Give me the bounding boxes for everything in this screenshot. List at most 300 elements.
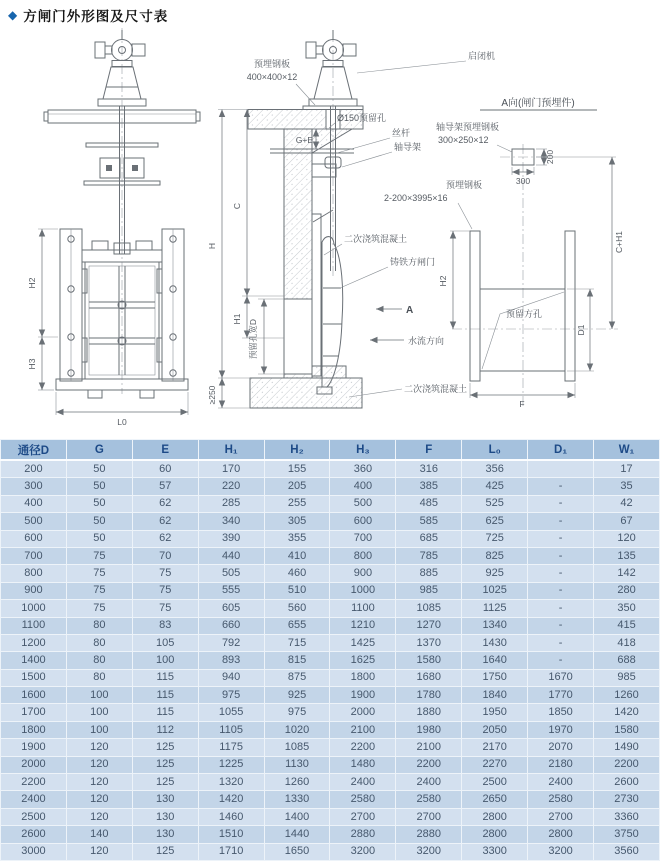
table-cell: 305 — [264, 513, 330, 530]
water-flow-label: 水流方向 — [408, 336, 445, 346]
reserved-square-hole-label: 预留方孔 — [506, 309, 543, 319]
table-cell: 1800 — [330, 669, 396, 686]
page-title — [0, 0, 660, 26]
table-cell: 350 — [594, 600, 660, 617]
column-header: H₁ — [198, 440, 264, 461]
table-cell: 130 — [132, 826, 198, 843]
table-cell: 985 — [396, 582, 462, 599]
table-cell: 1130 — [264, 756, 330, 773]
table-cell: 115 — [132, 669, 198, 686]
table-row — [1, 826, 660, 843]
table-row — [1, 565, 660, 582]
table-cell: 792 — [198, 634, 264, 651]
table-row — [1, 704, 660, 721]
table-cell: 2100 — [396, 739, 462, 756]
table-cell: 900 — [330, 565, 396, 582]
table-cell: 2050 — [462, 721, 528, 738]
table-cell: 75 — [132, 600, 198, 617]
table-cell: 660 — [198, 617, 264, 634]
table-cell: 1175 — [198, 739, 264, 756]
column-header: H₂ — [264, 440, 330, 461]
table-cell: 2700 — [330, 808, 396, 825]
table-cell: 2200 — [1, 774, 67, 791]
table-cell: 60 — [132, 460, 198, 478]
table-cell: 2880 — [396, 826, 462, 843]
a-view-h2-label: H2 — [438, 275, 448, 287]
table-cell: 316 — [396, 460, 462, 478]
table-cell: 62 — [132, 495, 198, 512]
section-h1-label: H1 — [232, 313, 242, 325]
table-cell: 600 — [330, 513, 396, 530]
table-cell: 2100 — [330, 721, 396, 738]
table-cell: 125 — [132, 756, 198, 773]
table-cell: 17 — [594, 460, 660, 478]
table-cell: 1200 — [1, 634, 67, 651]
table-cell: 785 — [396, 547, 462, 564]
table-cell: - — [528, 634, 594, 651]
table-cell: 2580 — [330, 791, 396, 808]
table-cell: 460 — [264, 565, 330, 582]
table-cell: 685 — [396, 530, 462, 547]
table-cell: 205 — [264, 478, 330, 495]
table-cell: 142 — [594, 565, 660, 582]
table-cell: 390 — [198, 530, 264, 547]
table-cell: 2000 — [330, 704, 396, 721]
table-cell: 105 — [132, 634, 198, 651]
table-cell: 120 — [66, 756, 132, 773]
screw-rod-label: 丝杆 — [392, 128, 411, 138]
table-cell: - — [528, 565, 594, 582]
page-title-text: 方闸门外形图及尺寸表 — [23, 9, 169, 24]
table-cell: 1025 — [462, 582, 528, 599]
table-cell: 425 — [462, 478, 528, 495]
table-cell: 2580 — [396, 791, 462, 808]
cast-iron-gate-label: 铸铁方闸门 — [390, 257, 436, 267]
table-cell: 3360 — [594, 808, 660, 825]
table-cell: 1490 — [594, 739, 660, 756]
table-cell: 1420 — [594, 704, 660, 721]
table-cell: 975 — [198, 687, 264, 704]
table-cell: 75 — [66, 565, 132, 582]
table-cell: 130 — [132, 791, 198, 808]
table-cell: 1105 — [198, 721, 264, 738]
section-hole-width-label: 预留孔宽D — [248, 318, 258, 360]
table-cell: 2200 — [330, 739, 396, 756]
table-cell: 140 — [66, 826, 132, 843]
a-view-200-label: 200 — [545, 149, 555, 165]
table-cell: 2730 — [594, 791, 660, 808]
table-cell: 3560 — [594, 843, 660, 860]
column-header: D₁ — [528, 440, 594, 461]
table-cell: 3750 — [594, 826, 660, 843]
table-cell: 1260 — [594, 687, 660, 704]
table-cell: 1880 — [396, 704, 462, 721]
section-h-label: H — [207, 242, 217, 250]
table-cell: - — [528, 513, 594, 530]
table-cell: 1320 — [198, 774, 264, 791]
table-row — [1, 739, 660, 756]
table-cell: 2180 — [528, 756, 594, 773]
table-cell: 1970 — [528, 721, 594, 738]
table-cell: 120 — [66, 843, 132, 860]
table-cell: 2580 — [528, 791, 594, 808]
table-row — [1, 634, 660, 651]
table-cell: 120 — [594, 530, 660, 547]
table-cell: 1000 — [1, 600, 67, 617]
table-row — [1, 460, 660, 478]
table-cell: 75 — [132, 565, 198, 582]
table-cell: 75 — [66, 582, 132, 599]
table-cell: 35 — [594, 478, 660, 495]
table-cell: 1980 — [396, 721, 462, 738]
table-cell: 1430 — [462, 634, 528, 651]
table-cell: 1020 — [264, 721, 330, 738]
table-cell: 115 — [132, 704, 198, 721]
table-cell: 80 — [66, 617, 132, 634]
table-cell: 1055 — [198, 704, 264, 721]
table-row — [1, 774, 660, 791]
table-row — [1, 600, 660, 617]
table-cell: 725 — [462, 530, 528, 547]
table-cell: 525 — [462, 495, 528, 512]
table-cell: 115 — [132, 687, 198, 704]
table-cell: 2800 — [528, 826, 594, 843]
table-cell: 625 — [462, 513, 528, 530]
table-cell: 893 — [198, 652, 264, 669]
column-header: G — [66, 440, 132, 461]
table-cell: 715 — [264, 634, 330, 651]
table-cell: 940 — [198, 669, 264, 686]
table-cell: 67 — [594, 513, 660, 530]
table-cell: 2000 — [1, 756, 67, 773]
table-cell: 80 — [66, 634, 132, 651]
table-cell: 2170 — [462, 739, 528, 756]
table-cell: 1750 — [462, 669, 528, 686]
table-cell: 80 — [66, 669, 132, 686]
table-cell: 1100 — [1, 617, 67, 634]
table-cell: 1370 — [396, 634, 462, 651]
table-cell: 1710 — [198, 843, 264, 860]
table-cell: 410 — [264, 547, 330, 564]
table-cell: - — [528, 495, 594, 512]
table-cell: 505 — [198, 565, 264, 582]
table-cell: 120 — [66, 808, 132, 825]
table-cell: 1210 — [330, 617, 396, 634]
table-cell: 1085 — [396, 600, 462, 617]
table-cell: 2070 — [528, 739, 594, 756]
section-concrete — [248, 110, 363, 409]
front-h2-label: H2 — [27, 277, 37, 289]
table-cell: 255 — [264, 495, 330, 512]
table-row — [1, 478, 660, 495]
table-cell: - — [528, 530, 594, 547]
table-cell: 3300 — [462, 843, 528, 860]
table-cell: 83 — [132, 617, 198, 634]
table-cell: 925 — [264, 687, 330, 704]
table-cell: 2800 — [462, 826, 528, 843]
a-view-300-label: 300 — [515, 176, 531, 186]
table-cell: 50 — [66, 478, 132, 495]
table-row — [1, 513, 660, 530]
table-row — [1, 547, 660, 564]
table-cell: 1670 — [528, 669, 594, 686]
table-cell: 1625 — [330, 652, 396, 669]
table-cell: 500 — [330, 495, 396, 512]
table-cell: 1600 — [1, 687, 67, 704]
secondary-concrete-top-label: 二次浇筑混凝土 — [344, 234, 408, 244]
table-row — [1, 530, 660, 547]
table-cell: 700 — [1, 547, 67, 564]
table-cell: 1400 — [1, 652, 67, 669]
table-cell: 3200 — [528, 843, 594, 860]
table-cell: 356 — [462, 460, 528, 478]
shaft-guide-label: 轴导架 — [394, 142, 422, 152]
table-cell: 75 — [66, 547, 132, 564]
table-cell: 1420 — [198, 791, 264, 808]
table-cell: - — [528, 582, 594, 599]
table-cell: 1425 — [330, 634, 396, 651]
table-cell: 285 — [198, 495, 264, 512]
reserved-hole-label: Ø150预留孔 — [337, 113, 387, 123]
table-cell: 605 — [198, 600, 264, 617]
table-cell: 1950 — [462, 704, 528, 721]
section-dimensions — [207, 110, 284, 409]
table-cell: 875 — [264, 669, 330, 686]
table-cell: 1580 — [594, 721, 660, 738]
table-cell: 1000 — [330, 582, 396, 599]
table-cell: 1680 — [396, 669, 462, 686]
table-cell: 1770 — [528, 687, 594, 704]
table-cell: 885 — [396, 565, 462, 582]
front-view — [27, 28, 200, 427]
table-row — [1, 756, 660, 773]
table-cell: 1500 — [1, 669, 67, 686]
table-cell: 700 — [330, 530, 396, 547]
drawing-area — [0, 26, 660, 438]
table-cell: 985 — [594, 669, 660, 686]
table-cell: 1260 — [264, 774, 330, 791]
table-cell: 125 — [132, 843, 198, 860]
guide-plate-size-label: 300×250×12 — [438, 135, 489, 145]
ge-dim-label: G+E — [295, 135, 313, 145]
table-cell: 57 — [132, 478, 198, 495]
table-cell: 1460 — [198, 808, 264, 825]
table-cell: 50 — [66, 513, 132, 530]
table-cell: 1900 — [1, 739, 67, 756]
table-row — [1, 652, 660, 669]
table-cell: 2600 — [1, 826, 67, 843]
table-row — [1, 582, 660, 599]
table-cell: 112 — [132, 721, 198, 738]
table-cell: 1125 — [462, 600, 528, 617]
a-view-ch1-label: C+H1 — [614, 231, 624, 253]
table-cell: 800 — [330, 547, 396, 564]
table-cell: - — [528, 617, 594, 634]
table-cell: 1270 — [396, 617, 462, 634]
a-view-square-hole — [480, 289, 565, 371]
table-cell: 2400 — [528, 774, 594, 791]
table-cell: 2700 — [396, 808, 462, 825]
table-cell: 75 — [132, 582, 198, 599]
table-cell: 510 — [264, 582, 330, 599]
guide-plate-label: 轴导架预埋钢板 — [436, 122, 500, 132]
table-cell: 1480 — [330, 756, 396, 773]
table-cell: 2500 — [462, 774, 528, 791]
section-c-label: C — [232, 202, 242, 210]
table-cell: 100 — [132, 652, 198, 669]
table-cell — [528, 460, 594, 478]
front-h3-label: H3 — [27, 358, 37, 370]
table-cell: 800 — [1, 565, 67, 582]
table-cell: 1510 — [198, 826, 264, 843]
dimension-table-head-row — [1, 440, 660, 461]
table-cell: 360 — [330, 460, 396, 478]
table-cell: 1650 — [264, 843, 330, 860]
front-l0-label: L0 — [117, 417, 127, 427]
table-cell: 1440 — [264, 826, 330, 843]
table-cell: 340 — [198, 513, 264, 530]
table-cell: 42 — [594, 495, 660, 512]
table-cell: 400 — [330, 478, 396, 495]
dimension-table — [0, 439, 660, 861]
table-cell: 125 — [132, 739, 198, 756]
table-row — [1, 495, 660, 512]
column-header: L₀ — [462, 440, 528, 461]
a-view-plate-label: 预埋钢板 — [446, 180, 483, 190]
column-header: H₃ — [330, 440, 396, 461]
table-cell: 655 — [264, 617, 330, 634]
table-cell: 3000 — [1, 843, 67, 860]
table-cell: 135 — [594, 547, 660, 564]
table-cell: 600 — [1, 530, 67, 547]
table-cell: 2650 — [462, 791, 528, 808]
table-row — [1, 791, 660, 808]
table-cell: 170 — [198, 460, 264, 478]
table-cell: 2700 — [528, 808, 594, 825]
table-cell: 1330 — [264, 791, 330, 808]
section-min250-label: ≥250 — [207, 385, 217, 405]
table-cell: 62 — [132, 530, 198, 547]
column-header: F — [396, 440, 462, 461]
section-view — [207, 30, 495, 408]
table-cell: 125 — [132, 774, 198, 791]
gate-valve-drawing — [0, 26, 660, 438]
table-cell: - — [528, 652, 594, 669]
table-cell: 925 — [462, 565, 528, 582]
front-view-hoist — [95, 30, 146, 106]
table-cell: 415 — [594, 617, 660, 634]
table-cell: 300 — [1, 478, 67, 495]
table-row — [1, 687, 660, 704]
table-cell: 155 — [264, 460, 330, 478]
table-cell: 2500 — [1, 808, 67, 825]
table-cell: 1225 — [198, 756, 264, 773]
table-cell: 418 — [594, 634, 660, 651]
table-cell: 1100 — [330, 600, 396, 617]
table-cell: 585 — [396, 513, 462, 530]
table-cell: 2400 — [396, 774, 462, 791]
table-cell: 2800 — [462, 808, 528, 825]
table-cell: 280 — [594, 582, 660, 599]
front-view-dimensions — [27, 229, 188, 427]
table-cell: 1900 — [330, 687, 396, 704]
table-cell: 900 — [1, 582, 67, 599]
a-view-title: A向(闸门预埋件) — [501, 98, 575, 109]
table-cell: 50 — [66, 530, 132, 547]
table-cell: 100 — [66, 704, 132, 721]
table-cell: 1580 — [396, 652, 462, 669]
table-cell: 975 — [264, 704, 330, 721]
table-cell: 2270 — [462, 756, 528, 773]
table-cell: 50 — [66, 460, 132, 478]
table-cell: 825 — [462, 547, 528, 564]
table-row — [1, 808, 660, 825]
table-cell: 75 — [66, 600, 132, 617]
table-cell: 1800 — [1, 721, 67, 738]
table-cell: 555 — [198, 582, 264, 599]
a-view-plate-size-label: 2-200×3995×16 — [384, 193, 448, 203]
table-cell: 355 — [264, 530, 330, 547]
table-cell: - — [528, 600, 594, 617]
table-cell: 2200 — [396, 756, 462, 773]
table-cell: 3200 — [330, 843, 396, 860]
table-cell: 560 — [264, 600, 330, 617]
table-cell: 100 — [66, 721, 132, 738]
table-cell: 50 — [66, 495, 132, 512]
table-cell: 1840 — [462, 687, 528, 704]
section-a-marker: A — [406, 305, 414, 316]
table-row — [1, 669, 660, 686]
embedded-plate-size-label: 400×400×12 — [246, 72, 298, 82]
table-cell: 1700 — [1, 704, 67, 721]
a-view-d1-label: D1 — [576, 324, 586, 336]
table-cell: 1400 — [264, 808, 330, 825]
table-cell: 1340 — [462, 617, 528, 634]
table-cell: 385 — [396, 478, 462, 495]
table-cell: 500 — [1, 513, 67, 530]
table-cell: 100 — [66, 687, 132, 704]
column-header: W₁ — [594, 440, 660, 461]
table-cell: 120 — [66, 774, 132, 791]
table-cell: 2600 — [594, 774, 660, 791]
table-cell: 120 — [66, 739, 132, 756]
diamond-bullet-icon: ◆ — [8, 8, 18, 22]
dimension-table-body — [1, 460, 660, 860]
table-cell: 485 — [396, 495, 462, 512]
table-cell: 62 — [132, 513, 198, 530]
hoist-label: 启闭机 — [468, 51, 496, 61]
table-cell: 80 — [66, 652, 132, 669]
secondary-concrete-bottom-label: 二次浇筑混凝土 — [404, 384, 468, 394]
table-cell: - — [528, 478, 594, 495]
embedded-plate-label: 预埋钢板 — [253, 59, 291, 69]
table-cell: 220 — [198, 478, 264, 495]
table-cell: 130 — [132, 808, 198, 825]
table-cell: 2400 — [330, 774, 396, 791]
table-cell: 1640 — [462, 652, 528, 669]
column-header: E — [132, 440, 198, 461]
table-cell: 1085 — [264, 739, 330, 756]
a-view-guide-plate — [512, 149, 555, 186]
table-row — [1, 721, 660, 738]
table-row — [1, 617, 660, 634]
table-cell: 70 — [132, 547, 198, 564]
table-cell: 440 — [198, 547, 264, 564]
table-cell: 815 — [264, 652, 330, 669]
a-view-f-label: F — [519, 399, 525, 409]
table-cell: 1850 — [528, 704, 594, 721]
table-cell: 2400 — [1, 791, 67, 808]
